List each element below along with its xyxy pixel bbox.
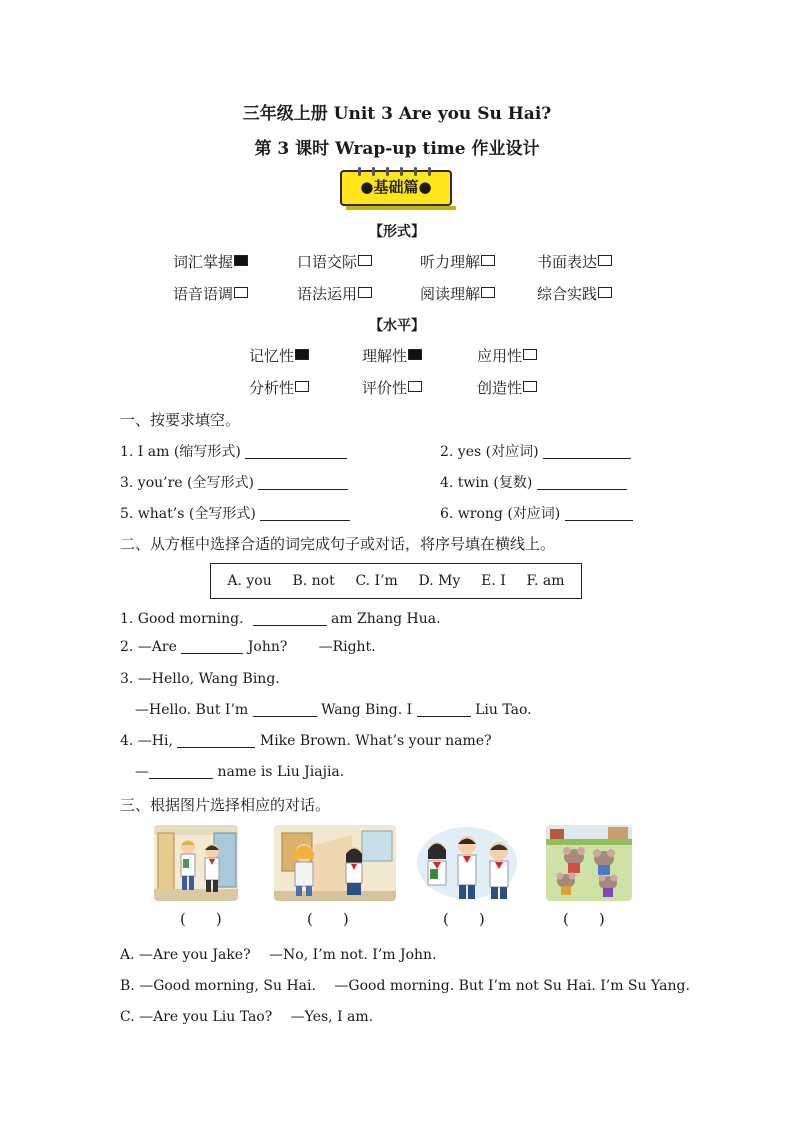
part3-heading: 三、根据图片选择相应的对话。	[120, 796, 331, 814]
fill-item: 2. yes (对应词)	[440, 441, 631, 461]
fill-item: 5. what’s (全写形式)	[120, 503, 350, 523]
form-option[interactable]: 口语交际	[297, 251, 372, 272]
part2-heading: 二、从方框中选择合适的词完成句子或对话，将序号填在横线上。	[120, 535, 556, 553]
checkbox-icon[interactable]	[234, 255, 248, 266]
fill-item: 6. wrong (对应词)	[440, 503, 633, 523]
checkbox-icon[interactable]	[523, 349, 537, 360]
checkbox-icon[interactable]	[295, 349, 309, 360]
checkbox-icon[interactable]	[408, 349, 422, 360]
choice: B. not	[292, 573, 335, 589]
dialogue-option-b: B. —Good morning, Su Hai. —Good morning. But I’m not Su Hai. I’m Su Yang.	[120, 978, 690, 994]
choice: F. am	[526, 573, 565, 589]
level-option[interactable]: 应用性	[477, 345, 537, 366]
level-option[interactable]: 记忆性	[249, 345, 309, 366]
fill-item: 3. you’re (全写形式)	[120, 472, 348, 492]
answer-blank[interactable]	[245, 444, 347, 459]
answer-blank[interactable]	[181, 639, 243, 654]
checkbox-icon[interactable]	[598, 255, 612, 266]
checkbox-icon[interactable]	[598, 287, 612, 298]
form-heading: 【形式】	[369, 224, 425, 240]
students-illustration	[415, 825, 519, 901]
ring-icon	[372, 167, 375, 176]
picture-2	[274, 825, 396, 901]
answer-paren[interactable]: ( )	[563, 910, 605, 928]
checkbox-icon[interactable]	[481, 255, 495, 266]
answer-blank[interactable]	[177, 733, 255, 748]
picture-4	[546, 825, 632, 901]
part1-heading: 一、按要求填空。	[120, 411, 241, 429]
answer-paren[interactable]: ( )	[443, 910, 485, 928]
page-title: 三年级上册 Unit 3 Are you Su Hai?	[242, 104, 552, 124]
answer-blank[interactable]	[260, 506, 350, 521]
answer-blank[interactable]	[543, 444, 631, 459]
answer-blank[interactable]	[565, 506, 633, 521]
form-option[interactable]: 综合实践	[537, 283, 612, 304]
checkbox-icon[interactable]	[358, 255, 372, 266]
choice: E. I	[481, 573, 506, 589]
ring-icon	[400, 167, 403, 176]
choice: C. I’m	[355, 573, 398, 589]
answer-blank[interactable]	[253, 611, 327, 626]
level-option[interactable]: 分析性	[249, 377, 309, 398]
fill-item: 1. I am (缩写形式)	[120, 441, 347, 461]
level-option[interactable]: 理解性	[362, 345, 422, 366]
form-option[interactable]: 语音语调	[173, 283, 248, 304]
mice-illustration	[546, 825, 632, 901]
picture-1	[154, 825, 238, 901]
fill-item: 4. twin (复数)	[440, 472, 627, 492]
ring-icon	[414, 167, 417, 176]
ring-icon	[358, 167, 361, 176]
level-option[interactable]: 创造性	[477, 377, 537, 398]
level-option[interactable]: 评价性	[362, 377, 422, 398]
checkbox-icon[interactable]	[481, 287, 495, 298]
answer-blank[interactable]	[253, 702, 317, 717]
answer-paren[interactable]: ( )	[307, 910, 349, 928]
form-option[interactable]: 书面表达	[537, 251, 612, 272]
choice: A. you	[227, 573, 272, 589]
sentence-2: 2. —Are John? —Right.	[120, 639, 376, 655]
form-option[interactable]: 词汇掌握	[173, 251, 248, 272]
level-banner	[340, 170, 452, 206]
dialogue-option-c: C. —Are you Liu Tao? —Yes, I am.	[120, 1009, 374, 1025]
corridor-illustration	[274, 825, 396, 901]
sentence-4b: — name is Liu Jiajia.	[135, 764, 345, 780]
sentence-4: 4. —Hi, Mike Brown. What’s your name?	[120, 733, 492, 749]
checkbox-icon[interactable]	[234, 287, 248, 298]
answer-blank[interactable]	[149, 764, 213, 779]
answer-paren[interactable]: ( )	[180, 910, 222, 928]
sentence-1: 1. Good morning. am Zhang Hua.	[120, 611, 441, 627]
sentence-3: 3. —Hello, Wang Bing.	[120, 671, 280, 687]
answer-blank[interactable]	[258, 475, 348, 490]
ring-icon	[386, 167, 389, 176]
answer-blank[interactable]	[537, 475, 627, 490]
checkbox-icon[interactable]	[523, 381, 537, 392]
page-subtitle: 第 3 课时 Wrap-up time 作业设计	[254, 139, 540, 159]
word-choice-box	[210, 563, 582, 599]
ring-icon	[428, 167, 431, 176]
checkbox-icon[interactable]	[408, 381, 422, 392]
checkbox-icon[interactable]	[358, 287, 372, 298]
form-option[interactable]: 阅读理解	[420, 283, 495, 304]
banner-label: ●基础篇●	[360, 178, 432, 196]
dialogue-option-a: A. —Are you Jake? —No, I’m not. I’m John.	[120, 947, 437, 963]
sentence-3b: —Hello. But I’m Wang Bing. I Liu Tao.	[135, 702, 532, 718]
checkbox-icon[interactable]	[295, 381, 309, 392]
picture-3	[415, 825, 519, 901]
answer-blank[interactable]	[417, 702, 471, 717]
classroom-illustration	[154, 825, 238, 901]
form-option[interactable]: 语法运用	[297, 283, 372, 304]
form-option[interactable]: 听力理解	[420, 251, 495, 272]
choice: D. My	[418, 573, 461, 589]
level-heading: 【水平】	[369, 318, 425, 334]
